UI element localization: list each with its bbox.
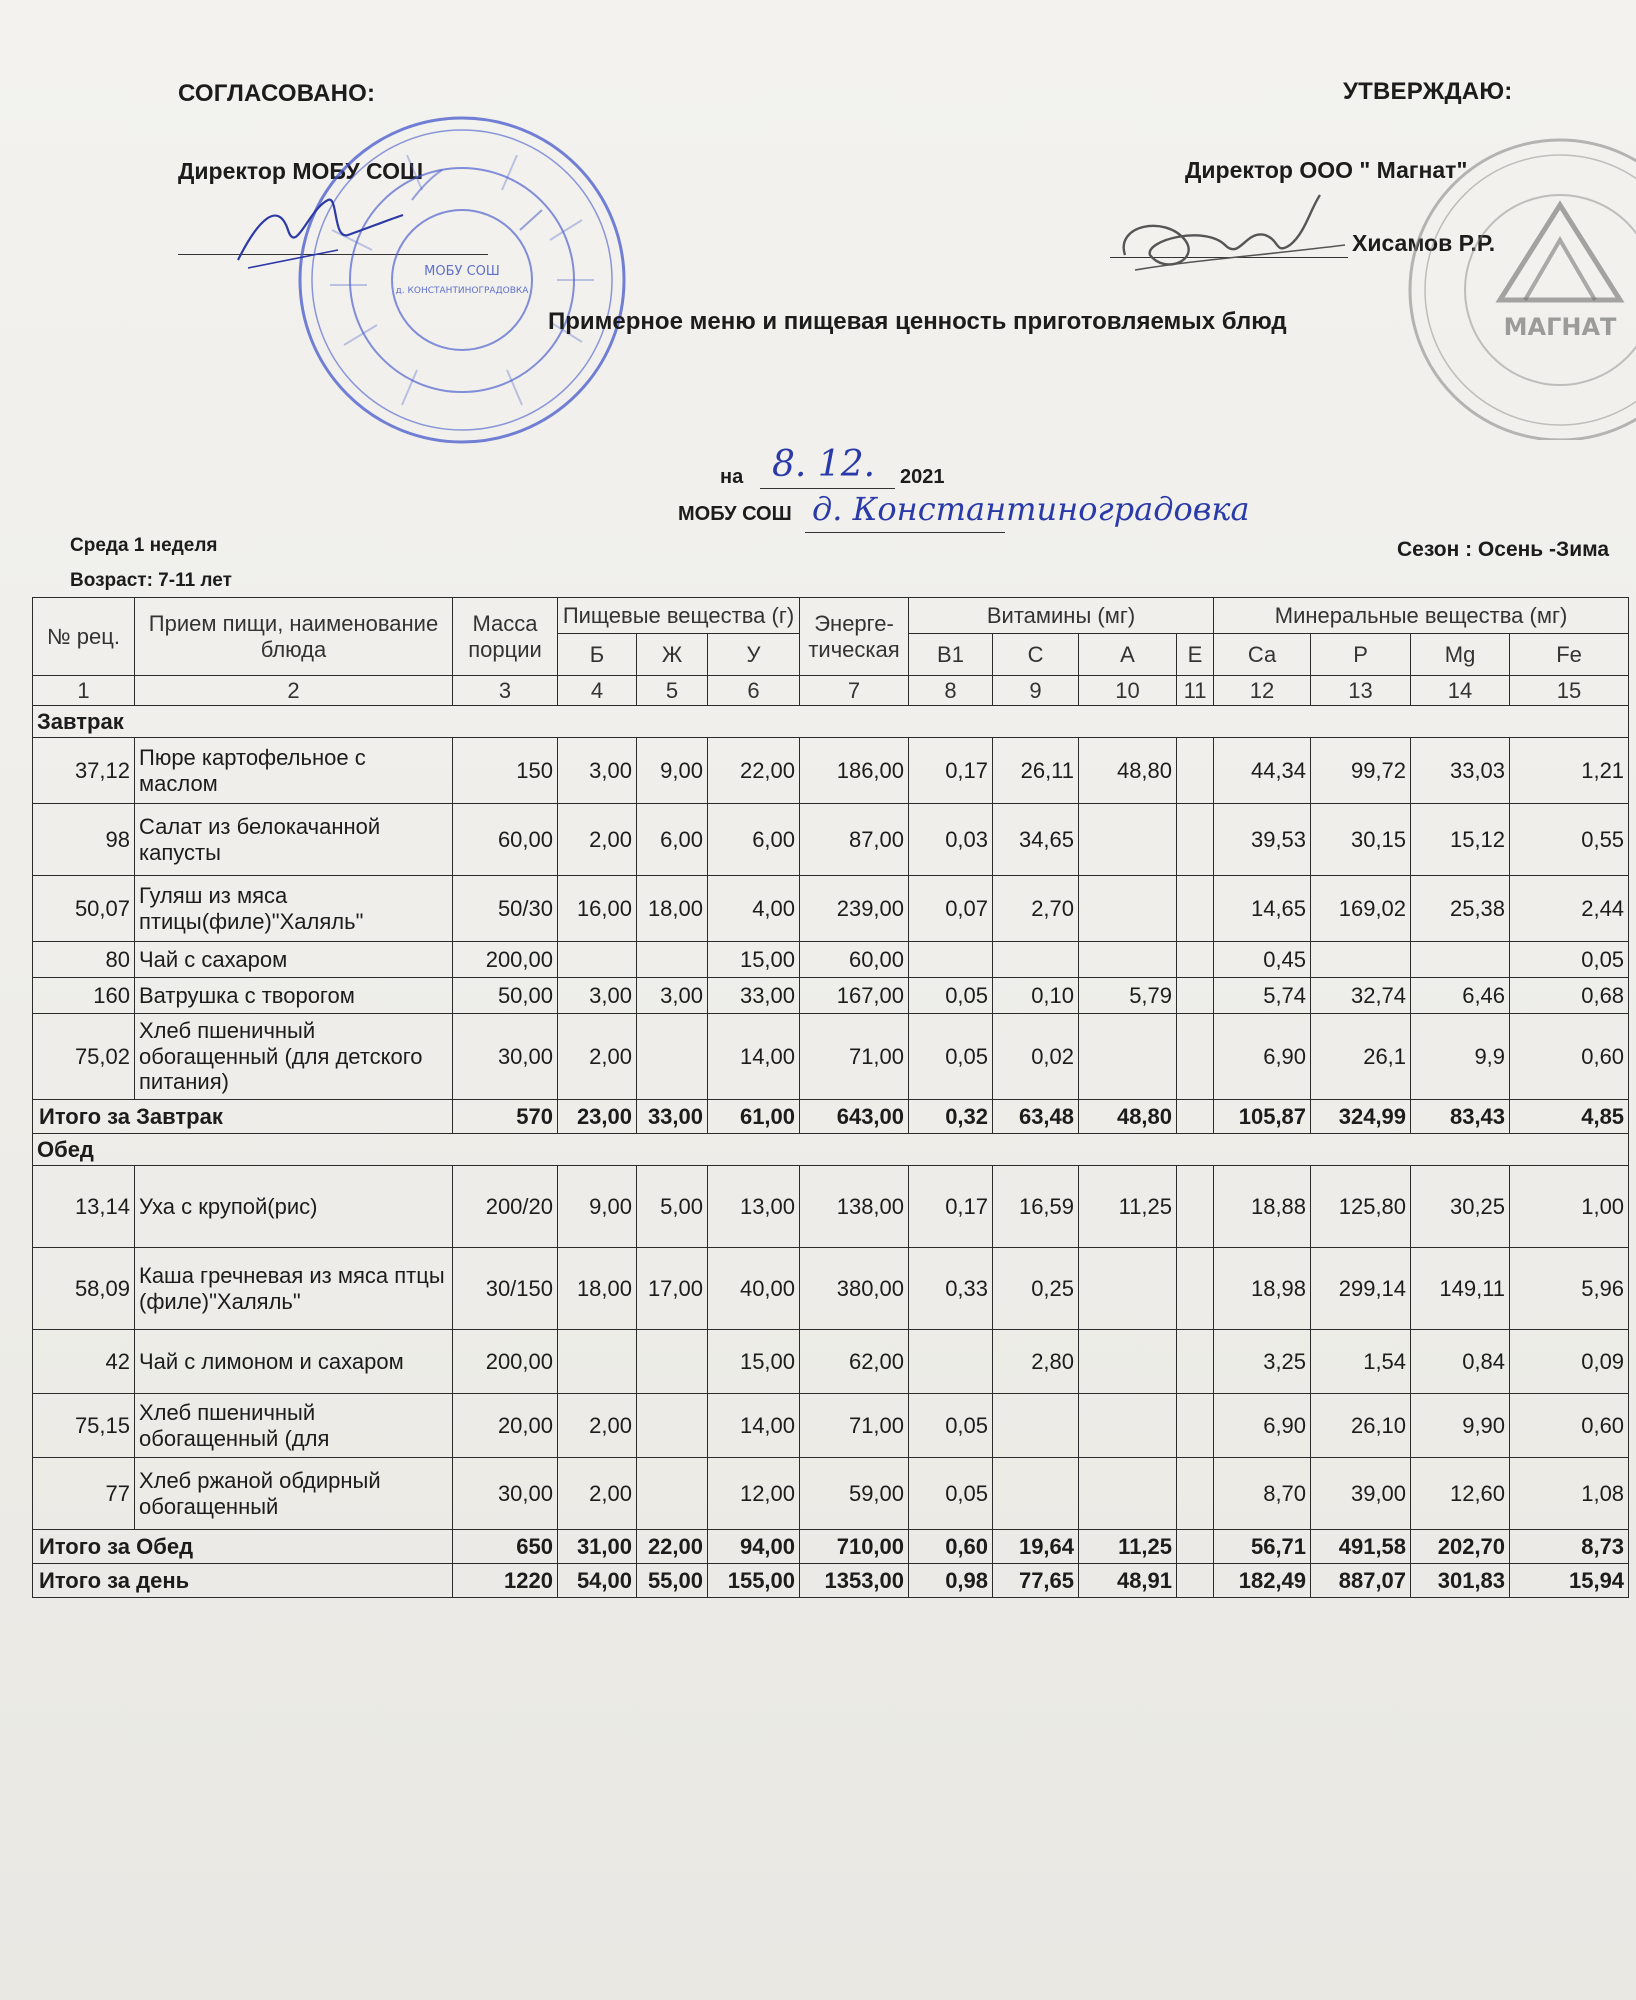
cell-vit-a: 11,25 xyxy=(1079,1166,1177,1248)
cell-carbs: 6,00 xyxy=(708,804,800,876)
cell-vit-e xyxy=(1177,1248,1214,1330)
cell-carbs: 15,00 xyxy=(708,1330,800,1394)
nutrition-table xyxy=(32,597,1629,1598)
recipe-number: 160 xyxy=(33,978,135,1014)
header-vit-e: Е xyxy=(1177,634,1214,676)
cell-mg: 12,60 xyxy=(1411,1458,1510,1530)
cell-vit-c: 0,02 xyxy=(993,1014,1079,1100)
cell-vit-e xyxy=(1177,1394,1214,1458)
cell-vit-c: 0,10 xyxy=(993,978,1079,1014)
index-cell: 10 xyxy=(1079,676,1177,706)
cell-energy: 71,00 xyxy=(800,1014,909,1100)
cell-p: 99,72 xyxy=(1311,738,1411,804)
date-year: 2021 xyxy=(900,466,945,488)
cell-fe: 0,68 xyxy=(1510,978,1629,1014)
cell-vit-e xyxy=(1177,1014,1214,1100)
cell-fat: 3,00 xyxy=(637,978,708,1014)
cell-vit-c: 26,11 xyxy=(993,738,1079,804)
total-p: 324,99 xyxy=(1311,1100,1411,1134)
index-cell: 7 xyxy=(800,676,909,706)
cell-ca: 14,65 xyxy=(1214,876,1311,942)
cell-mass: 30/150 xyxy=(453,1248,558,1330)
table-row xyxy=(33,1330,1629,1394)
cell-energy: 87,00 xyxy=(800,804,909,876)
season-label: Сезон : Осень -Зима xyxy=(1397,538,1610,561)
right-director-role: Директор ООО " Магнат" xyxy=(1185,157,1468,183)
cell-mg: 25,38 xyxy=(1411,876,1510,942)
section-row-lunch xyxy=(33,1134,1629,1166)
svg-text:д. КОНСТАНТИНОГРАДОВКА: д. КОНСТАНТИНОГРАДОВКА xyxy=(395,286,529,296)
cell-vit-a: 5,79 xyxy=(1079,978,1177,1014)
cell-carbs: 14,00 xyxy=(708,1014,800,1100)
cell-carbs: 14,00 xyxy=(708,1394,800,1458)
cell-carbs: 22,00 xyxy=(708,738,800,804)
total-label: Итого за день xyxy=(33,1564,453,1598)
cell-fe: 0,60 xyxy=(1510,1014,1629,1100)
total-mg: 202,70 xyxy=(1411,1530,1510,1564)
total-vit-b1: 0,98 xyxy=(909,1564,993,1598)
index-cell: 13 xyxy=(1311,676,1411,706)
total-fat: 33,00 xyxy=(637,1100,708,1134)
cell-fe: 0,55 xyxy=(1510,804,1629,876)
cell-vit-c xyxy=(993,942,1079,978)
cell-vit-c xyxy=(993,1394,1079,1458)
index-cell: 1 xyxy=(33,676,135,706)
header-recipe-number: № рец. xyxy=(33,598,135,676)
cell-fat: 17,00 xyxy=(637,1248,708,1330)
recipe-number: 75,15 xyxy=(33,1394,135,1458)
cell-mass: 200,00 xyxy=(453,942,558,978)
cell-p xyxy=(1311,942,1411,978)
cell-vit-c: 34,65 xyxy=(993,804,1079,876)
cell-carbs: 12,00 xyxy=(708,1458,800,1530)
total-vit-a: 11,25 xyxy=(1079,1530,1177,1564)
total-mass: 570 xyxy=(453,1100,558,1134)
cell-protein: 18,00 xyxy=(558,1248,637,1330)
cell-vit-c xyxy=(993,1458,1079,1530)
cell-energy: 167,00 xyxy=(800,978,909,1014)
header-p: Р xyxy=(1311,634,1411,676)
right-signature xyxy=(1105,185,1365,295)
recipe-number: 77 xyxy=(33,1458,135,1530)
cell-mass: 150 xyxy=(453,738,558,804)
total-label: Итого за Завтрак xyxy=(33,1100,453,1134)
total-fat: 22,00 xyxy=(637,1530,708,1564)
cell-mg: 6,46 xyxy=(1411,978,1510,1014)
cell-mg: 0,84 xyxy=(1411,1330,1510,1394)
cell-energy: 239,00 xyxy=(800,876,909,942)
cell-fe: 1,00 xyxy=(1510,1166,1629,1248)
document-title: Примерное меню и пищевая ценность приготовляемых блюд xyxy=(548,308,1287,335)
cell-p: 26,10 xyxy=(1311,1394,1411,1458)
total-carbs: 155,00 xyxy=(708,1564,800,1598)
cell-p: 39,00 xyxy=(1311,1458,1411,1530)
index-cell: 11 xyxy=(1177,676,1214,706)
total-fe: 4,85 xyxy=(1510,1100,1629,1134)
age-label: Возраст: 7-11 лет xyxy=(70,570,232,591)
cell-mg: 149,11 xyxy=(1411,1248,1510,1330)
total-vit-a: 48,80 xyxy=(1079,1100,1177,1134)
total-vit-e xyxy=(1177,1100,1214,1134)
cell-ca: 8,70 xyxy=(1214,1458,1311,1530)
cell-ca: 18,98 xyxy=(1214,1248,1311,1330)
cell-fat xyxy=(637,1330,708,1394)
cell-mass: 50,00 xyxy=(453,978,558,1014)
total-energy: 1353,00 xyxy=(800,1564,909,1598)
total-carbs: 94,00 xyxy=(708,1530,800,1564)
cell-carbs: 15,00 xyxy=(708,942,800,978)
dish-name: Уха с крупой(рис) xyxy=(135,1166,453,1248)
total-row-breakfast xyxy=(33,1100,1629,1134)
handwritten-date: 8. 12. xyxy=(772,444,876,485)
recipe-number: 58,09 xyxy=(33,1248,135,1330)
header-energy: Энерге-тическая xyxy=(800,598,909,676)
table-row xyxy=(33,1394,1629,1458)
cell-vit-c: 16,59 xyxy=(993,1166,1079,1248)
cell-mass: 50/30 xyxy=(453,876,558,942)
cell-ca: 39,53 xyxy=(1214,804,1311,876)
total-label: Итого за Обед xyxy=(33,1530,453,1564)
table-row xyxy=(33,978,1629,1014)
section-label: Завтрак xyxy=(33,706,1629,738)
header-carbs: У xyxy=(708,634,800,676)
cell-protein: 2,00 xyxy=(558,1394,637,1458)
header-vitamins: Витамины (мг) xyxy=(909,598,1214,634)
dish-name: Пюре картофельное с маслом xyxy=(135,738,453,804)
cell-mg: 9,9 xyxy=(1411,1014,1510,1100)
date-underline xyxy=(760,488,895,489)
cell-energy: 138,00 xyxy=(800,1166,909,1248)
total-fat: 55,00 xyxy=(637,1564,708,1598)
cell-p: 32,74 xyxy=(1311,978,1411,1014)
left-signature xyxy=(218,180,418,280)
svg-text:МОБУ СОШ: МОБУ СОШ xyxy=(424,264,500,279)
cell-fe: 2,44 xyxy=(1510,876,1629,942)
recipe-number: 50,07 xyxy=(33,876,135,942)
cell-vit-a xyxy=(1079,1458,1177,1530)
index-cell: 5 xyxy=(637,676,708,706)
cell-energy: 71,00 xyxy=(800,1394,909,1458)
table-row xyxy=(33,738,1629,804)
cell-vit-a xyxy=(1079,1248,1177,1330)
total-mg: 301,83 xyxy=(1411,1564,1510,1598)
cell-mg: 9,90 xyxy=(1411,1394,1510,1458)
cell-vit-a xyxy=(1079,804,1177,876)
dish-name: Салат из белокачанной капусты xyxy=(135,804,453,876)
cell-p: 30,15 xyxy=(1311,804,1411,876)
approved-label: СОГЛАСОВАНО: xyxy=(178,80,376,107)
cell-fe: 0,60 xyxy=(1510,1394,1629,1458)
cell-ca: 5,74 xyxy=(1214,978,1311,1014)
left-director-role: Директор МОБУ СОШ xyxy=(178,158,424,184)
table-row xyxy=(33,876,1629,942)
dish-name: Чай с лимоном и сахаром xyxy=(135,1330,453,1394)
table-row xyxy=(33,804,1629,876)
cell-energy: 380,00 xyxy=(800,1248,909,1330)
cell-vit-a xyxy=(1079,1394,1177,1458)
header-ca: Са xyxy=(1214,634,1311,676)
index-cell: 6 xyxy=(708,676,800,706)
index-cell: 9 xyxy=(993,676,1079,706)
cell-fat xyxy=(637,1458,708,1530)
total-fe: 8,73 xyxy=(1510,1530,1629,1564)
total-p: 887,07 xyxy=(1311,1564,1411,1598)
cell-vit-b1 xyxy=(909,942,993,978)
cell-vit-b1: 0,17 xyxy=(909,1166,993,1248)
cell-vit-b1 xyxy=(909,1330,993,1394)
cell-p: 26,1 xyxy=(1311,1014,1411,1100)
cell-energy: 62,00 xyxy=(800,1330,909,1394)
day-total-row xyxy=(33,1564,1629,1598)
cell-vit-a xyxy=(1079,1014,1177,1100)
cell-ca: 44,34 xyxy=(1214,738,1311,804)
total-vit-c: 19,64 xyxy=(993,1530,1079,1564)
cell-protein xyxy=(558,942,637,978)
total-energy: 710,00 xyxy=(800,1530,909,1564)
column-index-row xyxy=(33,676,1629,706)
dish-name: Хлеб ржаной обдирный обогащенный xyxy=(135,1458,453,1530)
company-seal-stamp xyxy=(1380,120,1636,440)
cell-vit-a xyxy=(1079,876,1177,942)
cell-fat xyxy=(637,1394,708,1458)
cell-mass: 30,00 xyxy=(453,1014,558,1100)
cell-vit-a xyxy=(1079,942,1177,978)
total-vit-e xyxy=(1177,1564,1214,1598)
cell-fat: 9,00 xyxy=(637,738,708,804)
header-minerals: Минеральные вещества (мг) xyxy=(1214,598,1629,634)
recipe-number: 37,12 xyxy=(33,738,135,804)
cell-vit-e xyxy=(1177,738,1214,804)
school-seal-stamp xyxy=(292,110,632,450)
total-carbs: 61,00 xyxy=(708,1100,800,1134)
index-cell: 3 xyxy=(453,676,558,706)
index-cell: 4 xyxy=(558,676,637,706)
section-label: Обед xyxy=(33,1134,1629,1166)
table-row xyxy=(33,1014,1629,1100)
total-ca: 56,71 xyxy=(1214,1530,1311,1564)
table-row xyxy=(33,942,1629,978)
cell-p: 299,14 xyxy=(1311,1248,1411,1330)
svg-text:МАГНАТ: МАГНАТ xyxy=(1503,313,1617,341)
header-vit-a: А xyxy=(1079,634,1177,676)
total-vit-b1: 0,32 xyxy=(909,1100,993,1134)
cell-protein: 2,00 xyxy=(558,1014,637,1100)
cell-vit-c: 2,80 xyxy=(993,1330,1079,1394)
cell-vit-b1: 0,05 xyxy=(909,1394,993,1458)
cell-energy: 60,00 xyxy=(800,942,909,978)
cell-vit-c: 0,25 xyxy=(993,1248,1079,1330)
table-row xyxy=(33,1166,1629,1248)
recipe-number: 13,14 xyxy=(33,1166,135,1248)
cell-carbs: 40,00 xyxy=(708,1248,800,1330)
cell-protein: 2,00 xyxy=(558,804,637,876)
cell-ca: 3,25 xyxy=(1214,1330,1311,1394)
header-portion-mass: Масса порции xyxy=(453,598,558,676)
cell-carbs: 4,00 xyxy=(708,876,800,942)
total-protein: 31,00 xyxy=(558,1530,637,1564)
cell-mg: 30,25 xyxy=(1411,1166,1510,1248)
dish-name: Чай с сахаром xyxy=(135,942,453,978)
cell-energy: 186,00 xyxy=(800,738,909,804)
cell-ca: 18,88 xyxy=(1214,1166,1311,1248)
cell-fat: 5,00 xyxy=(637,1166,708,1248)
total-ca: 182,49 xyxy=(1214,1564,1311,1598)
dish-name: Каша гречневая из мяса птцы (филе)"Халяль" xyxy=(135,1248,453,1330)
cell-fe: 1,21 xyxy=(1510,738,1629,804)
cell-vit-e xyxy=(1177,1458,1214,1530)
total-mg: 83,43 xyxy=(1411,1100,1510,1134)
total-vit-e xyxy=(1177,1530,1214,1564)
cell-mass: 200,00 xyxy=(453,1330,558,1394)
cell-p: 1,54 xyxy=(1311,1330,1411,1394)
total-ca: 105,87 xyxy=(1214,1100,1311,1134)
cell-carbs: 13,00 xyxy=(708,1166,800,1248)
cell-vit-b1: 0,05 xyxy=(909,1014,993,1100)
recipe-number: 75,02 xyxy=(33,1014,135,1100)
total-vit-c: 63,48 xyxy=(993,1100,1079,1134)
header-vit-b1: В1 xyxy=(909,634,993,676)
total-protein: 23,00 xyxy=(558,1100,637,1134)
cell-protein: 3,00 xyxy=(558,978,637,1014)
cell-ca: 6,90 xyxy=(1214,1394,1311,1458)
table-row xyxy=(33,1248,1629,1330)
header-fat: Ж xyxy=(637,634,708,676)
cell-vit-b1: 0,33 xyxy=(909,1248,993,1330)
index-cell: 15 xyxy=(1510,676,1629,706)
dish-name: Хлеб пшеничный обогащенный (для xyxy=(135,1394,453,1458)
total-fe: 15,94 xyxy=(1510,1564,1629,1598)
total-mass: 650 xyxy=(453,1530,558,1564)
cell-vit-b1: 0,05 xyxy=(909,978,993,1014)
cell-vit-b1: 0,05 xyxy=(909,1458,993,1530)
cell-energy: 59,00 xyxy=(800,1458,909,1530)
header-fe: Fe xyxy=(1510,634,1629,676)
cell-vit-c: 2,70 xyxy=(993,876,1079,942)
section-row-breakfast xyxy=(33,706,1629,738)
cell-vit-e xyxy=(1177,978,1214,1014)
index-cell: 12 xyxy=(1214,676,1311,706)
cell-fat: 6,00 xyxy=(637,804,708,876)
cell-mass: 30,00 xyxy=(453,1458,558,1530)
right-director-name: Хисамов Р.Р. xyxy=(1352,230,1496,256)
total-mass: 1220 xyxy=(453,1564,558,1598)
cell-mg: 15,12 xyxy=(1411,804,1510,876)
header-vit-c: С xyxy=(993,634,1079,676)
total-protein: 54,00 xyxy=(558,1564,637,1598)
cell-fat xyxy=(637,1014,708,1100)
cell-protein xyxy=(558,1330,637,1394)
cell-vit-e xyxy=(1177,942,1214,978)
dish-name: Гуляш из мяса птицы(филе)"Халяль" xyxy=(135,876,453,942)
cell-vit-b1: 0,07 xyxy=(909,876,993,942)
header-mg: Mg xyxy=(1411,634,1510,676)
cell-mass: 20,00 xyxy=(453,1394,558,1458)
total-p: 491,58 xyxy=(1311,1530,1411,1564)
recipe-number: 98 xyxy=(33,804,135,876)
cell-vit-e xyxy=(1177,1330,1214,1394)
cell-mass: 200/20 xyxy=(453,1166,558,1248)
cell-fe: 0,05 xyxy=(1510,942,1629,978)
confirm-label: УТВЕРЖДАЮ: xyxy=(1343,78,1513,105)
header-protein: Б xyxy=(558,634,637,676)
cell-vit-e xyxy=(1177,1166,1214,1248)
dish-name: Ватрушка с творогом xyxy=(135,978,453,1014)
total-vit-c: 77,65 xyxy=(993,1564,1079,1598)
cell-fat xyxy=(637,942,708,978)
cell-vit-e xyxy=(1177,876,1214,942)
cell-vit-a xyxy=(1079,1330,1177,1394)
cell-mg: 33,03 xyxy=(1411,738,1510,804)
table-row xyxy=(33,1458,1629,1530)
cell-protein: 3,00 xyxy=(558,738,637,804)
cell-fe: 0,09 xyxy=(1510,1330,1629,1394)
cell-fat: 18,00 xyxy=(637,876,708,942)
index-cell: 8 xyxy=(909,676,993,706)
cell-vit-e xyxy=(1177,804,1214,876)
total-vit-a: 48,91 xyxy=(1079,1564,1177,1598)
recipe-number: 42 xyxy=(33,1330,135,1394)
week-day-label: Среда 1 неделя xyxy=(70,535,218,556)
handwritten-school-name: д. Константиноградовка xyxy=(812,490,1250,528)
cell-protein: 16,00 xyxy=(558,876,637,942)
index-cell: 14 xyxy=(1411,676,1510,706)
cell-mg xyxy=(1411,942,1510,978)
school-prefix: МОБУ СОШ xyxy=(678,503,792,525)
cell-ca: 6,90 xyxy=(1214,1014,1311,1100)
cell-fe: 1,08 xyxy=(1510,1458,1629,1530)
date-prefix: на xyxy=(720,466,744,488)
dish-name: Хлеб пшеничный обогащенный (для детского питания) xyxy=(135,1014,453,1100)
cell-carbs: 33,00 xyxy=(708,978,800,1014)
total-vit-b1: 0,60 xyxy=(909,1530,993,1564)
total-energy: 643,00 xyxy=(800,1100,909,1134)
cell-mass: 60,00 xyxy=(453,804,558,876)
cell-p: 169,02 xyxy=(1311,876,1411,942)
cell-vit-b1: 0,03 xyxy=(909,804,993,876)
cell-ca: 0,45 xyxy=(1214,942,1311,978)
header-nutrients: Пищевые вещества (г) xyxy=(558,598,800,634)
total-row-lunch xyxy=(33,1530,1629,1564)
cell-protein: 9,00 xyxy=(558,1166,637,1248)
cell-fe: 5,96 xyxy=(1510,1248,1629,1330)
school-underline xyxy=(805,532,1005,533)
index-cell: 2 xyxy=(135,676,453,706)
cell-vit-a: 48,80 xyxy=(1079,738,1177,804)
recipe-number: 80 xyxy=(33,942,135,978)
cell-protein: 2,00 xyxy=(558,1458,637,1530)
cell-vit-b1: 0,17 xyxy=(909,738,993,804)
cell-p: 125,80 xyxy=(1311,1166,1411,1248)
header-meal-name: Прием пищи, наименование блюда xyxy=(135,598,453,676)
